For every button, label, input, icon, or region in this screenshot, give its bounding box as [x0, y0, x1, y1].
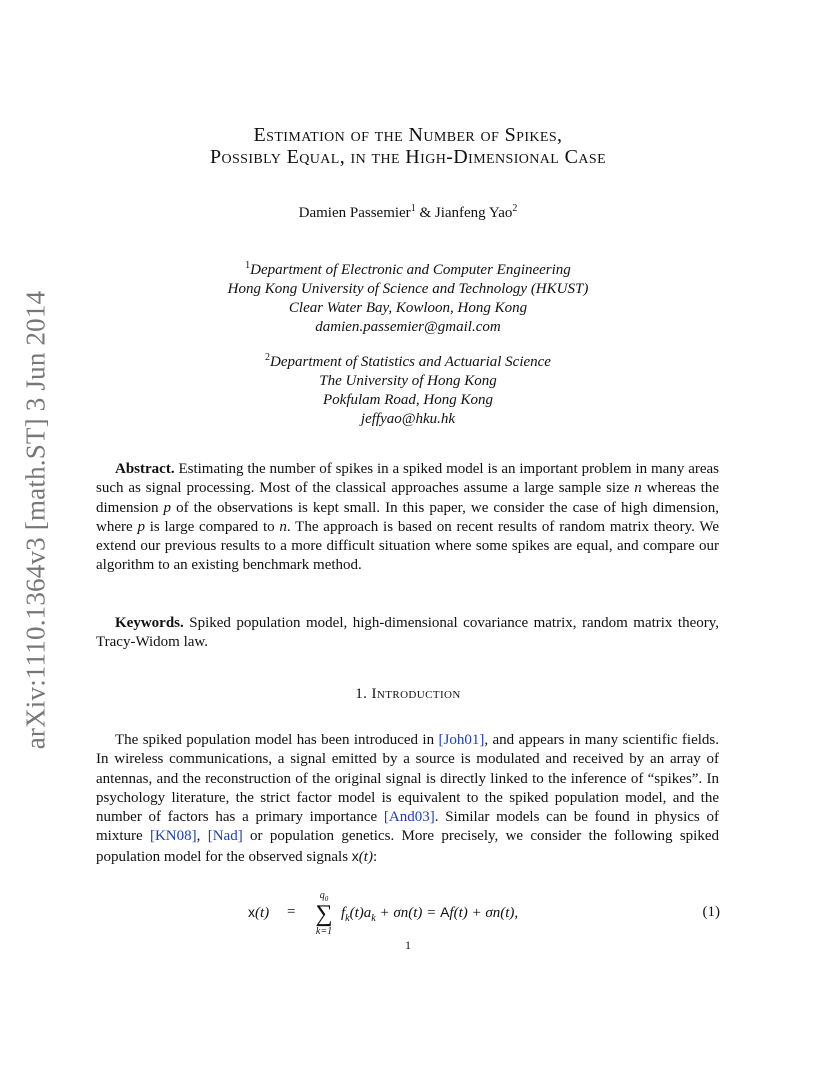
section-heading-introduction: 1. Introduction [355, 686, 461, 702]
affiliation-1-address: Clear Water Bay, Kowloon, Hong Kong [288, 300, 528, 316]
eq-f: f [341, 905, 346, 921]
title-line-1: Estimation of the Number of Spikes, [253, 124, 563, 146]
intro-text: , [196, 828, 208, 845]
author-2: Jianfeng Yao [434, 205, 513, 221]
math-signal-t: (t) [358, 848, 373, 865]
arxiv-sidebar [14, 280, 58, 760]
math-signal-x: x [351, 847, 359, 864]
intro-text: The spiked population model has been introduced in [115, 732, 439, 748]
citation-link-joh01[interactable]: [Joh01] [438, 732, 485, 748]
abstract-text: Estimating the number of spikes in a spiked model is an important problem in many areas such as signal processing. Most of the classical approaches assume a large sample size [96, 461, 719, 497]
equation-1 [96, 890, 720, 940]
summation [312, 890, 336, 938]
eq-x: x [248, 904, 255, 920]
authors [96, 203, 720, 222]
abstract-text: is large compared to [144, 518, 280, 535]
eq-a-sub: k [371, 913, 376, 924]
sum-symbol: ∑ [315, 901, 333, 927]
intro-text: , and appears in many scientific fields. In wireless communications, a signal emitted by a source is modulated and received by an array of antennas, and the reconstruction of the original signal is directly linked to the inference of “spikes”. In psychology literature, the strict factor model is equivalent to the spiked population model, and the number of factors has a primary importance [96, 732, 719, 826]
intro-text: or population genetics. More precisely, we consider the following spiked population model for the observed signals [96, 828, 720, 865]
equation-rhs [341, 904, 518, 924]
keywords-label: Keywords. [115, 615, 184, 631]
arxiv-identifier: arXiv:1110.1364v3 [math.ST] 3 Jun 2014 [20, 290, 51, 750]
equation-lhs [248, 904, 269, 922]
affiliation-1-sup: 1 [245, 260, 251, 271]
equation-equals: = [287, 904, 296, 920]
affiliation-1-univ: Hong Kong University of Science and Technology (HKUST) [227, 281, 589, 297]
intro-text: : [372, 848, 378, 865]
author-2-sup: 2 [512, 203, 518, 214]
sum-upper-sub: 0 [324, 895, 329, 903]
authors-and: & [415, 205, 435, 221]
page-number: 1 [405, 938, 411, 952]
affiliation-2-dept: Department of Statistics and Actuarial Science [270, 354, 551, 370]
intro-text: . Similar models can be found in physics of mixture [96, 809, 719, 845]
title-line-2: Possibly Equal, in the High-Dimensional Case [209, 146, 607, 168]
math-p: p [163, 499, 172, 516]
math-p: p [137, 518, 145, 535]
author-1: Damien Passemier [298, 205, 411, 221]
paper-title [96, 124, 720, 168]
sum-lower: k=1 [315, 926, 333, 937]
affiliation-2-univ: The University of Hong Kong [319, 373, 497, 389]
citation-link-nad[interactable]: [Nad] [207, 828, 243, 845]
abstract-label: Abstract. [115, 461, 175, 477]
eq-end: f(t) + σn(t), [449, 905, 519, 921]
abstract-text: of the observations is kept small. In this paper, we consider the case of high dimension, where [96, 499, 719, 535]
affiliation-2-email: jeffyao@hku.hk [360, 411, 456, 427]
eq-mid: + σn(t) = [375, 905, 441, 921]
affiliation-1 [96, 256, 720, 337]
intro-paragraph [96, 731, 719, 867]
keywords [96, 614, 719, 653]
citation-link-and03[interactable]: [And03] [383, 809, 435, 826]
eq-A: A [440, 904, 450, 920]
affiliation-1-dept: Department of Electronic and Computer Engineering [250, 262, 571, 278]
eq-t: (t) [255, 905, 270, 921]
eq-ta: (t)a [349, 905, 372, 921]
keywords-text: Spiked population model, high-dimensional covariance matrix, random matrix theory, Tracy-Widom law. [96, 615, 719, 651]
abstract-text: whereas the dimension [96, 480, 719, 516]
affiliation-2 [96, 348, 720, 429]
equation-number: (1) [702, 904, 720, 920]
eq-f-sub: k [345, 913, 350, 924]
abstract-text: . The approach is based on recent results of random matrix theory. We extend our previous results to a more difficult situation where some spikes are equal, and compare our algorithm to an existing benchmark method. [96, 518, 719, 574]
math-n: n [279, 518, 287, 535]
math-n: n [634, 480, 642, 497]
citation-link-kn08[interactable]: [KN08] [149, 828, 197, 845]
author-1-sup: 1 [410, 203, 416, 214]
affiliation-2-address: Pokfulam Road, Hong Kong [323, 392, 493, 408]
affiliation-2-sup: 2 [265, 352, 271, 363]
sum-upper: q [319, 890, 325, 901]
affiliation-1-email: damien.passemier@gmail.com [315, 319, 501, 335]
abstract [96, 460, 719, 576]
